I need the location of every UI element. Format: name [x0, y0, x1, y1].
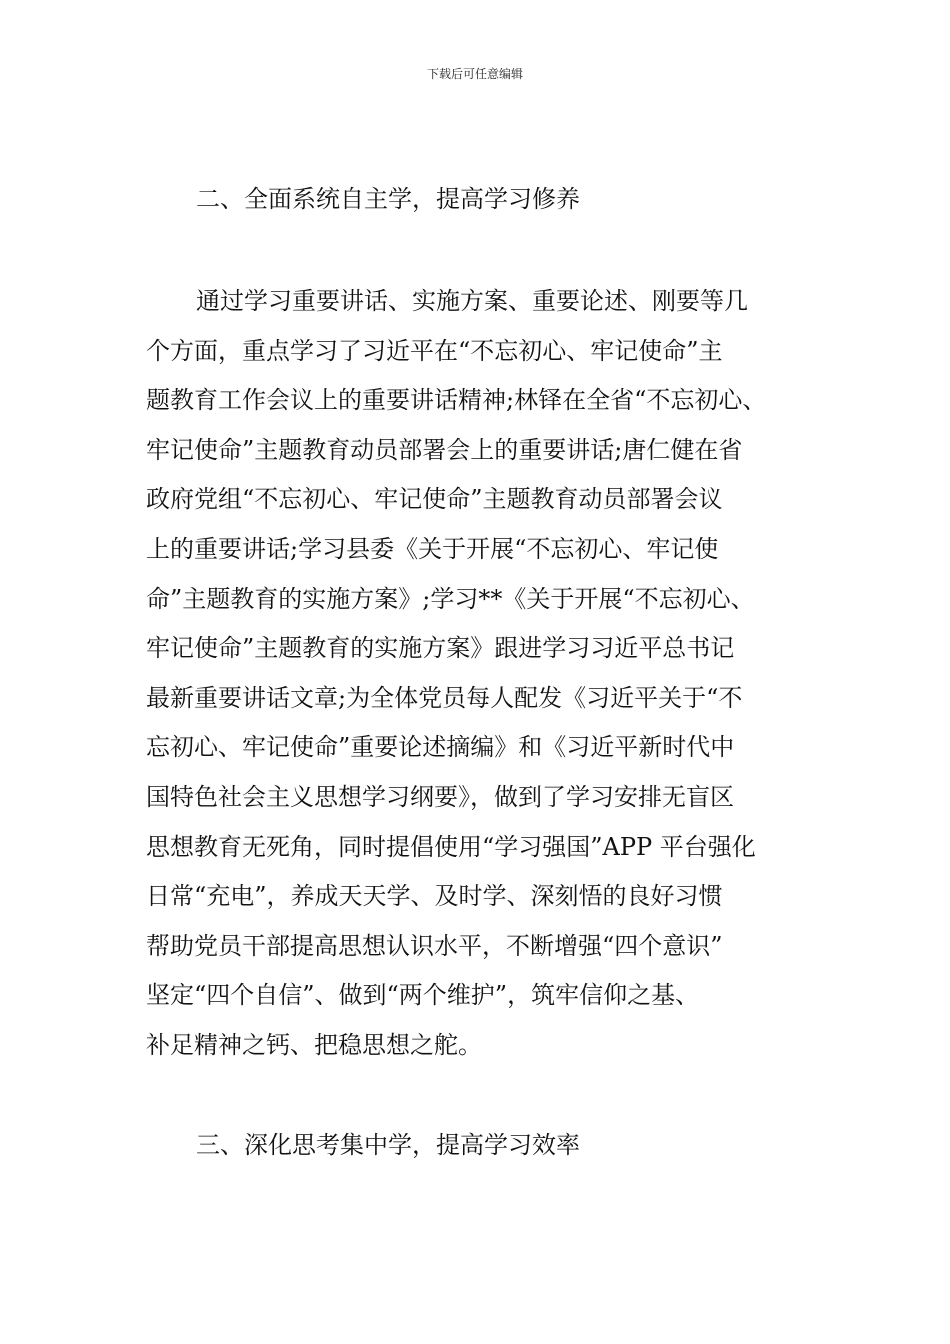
paragraph-line: 牢记使命”主题教育动员部署会上的重要讲话;唐仁健在省 — [146, 435, 743, 464]
page-header-note: 下载后可任意编辑 — [426, 67, 523, 81]
paragraph-line: 思想教育无死角，同时提倡使用“学习强国”APP 平台强化 — [146, 832, 756, 861]
paragraph-line: 忘初心、牢记使命”重要论述摘编》和《习近平新时代中 — [146, 733, 735, 762]
paragraph-line: 补足精神之钙、把稳思想之舵。 — [146, 1030, 482, 1059]
paragraph-line: 日常“充电”，养成天天学、及时学、深刻悟的良好习惯 — [146, 882, 723, 911]
paragraph-line: 通过学习重要讲话、实施方案、重要论述、刚要等几 — [196, 287, 748, 315]
paragraph-line: 题教育工作会议上的重要讲话精神;林铎在全省“不忘初心、 — [146, 386, 767, 415]
paragraph-line: 国特色社会主义思想学习纲要》，做到了学习安排无盲区 — [146, 782, 734, 811]
paragraph-line: 牢记使命”主题教育的实施方案》跟进学习习近平总书记 — [146, 634, 735, 663]
paragraph-line: 个方面，重点学习了习近平在“不忘初心、牢记使命”主 — [146, 336, 723, 365]
paragraph-line: 最新重要讲话文章;为全体党员每人配发《习近平关于“不 — [146, 683, 743, 712]
paragraph-line: 上的重要讲话;学习县委《关于开展“不忘初心、牢记使 — [146, 534, 719, 563]
paragraph-line: 帮助党员干部提高思想认识水平，不断增强“四个意识” — [146, 931, 723, 960]
paragraph-line: 命”主题教育的实施方案》;学习**《关于开展“不忘初心、 — [146, 584, 755, 613]
paragraph-line: 政府党组“不忘初心、牢记使命”主题教育动员部署会议 — [146, 485, 723, 514]
body-paragraph — [146, 283, 816, 1077]
section-heading-3: 三、深化思考集中学，提高学习效率 — [196, 1131, 580, 1159]
section-heading-2: 二、全面系统自主学，提高学习修养 — [196, 185, 580, 213]
paragraph-line: 坚定“四个自信”、做到“两个维护”，筑牢信仰之基、 — [146, 981, 700, 1010]
